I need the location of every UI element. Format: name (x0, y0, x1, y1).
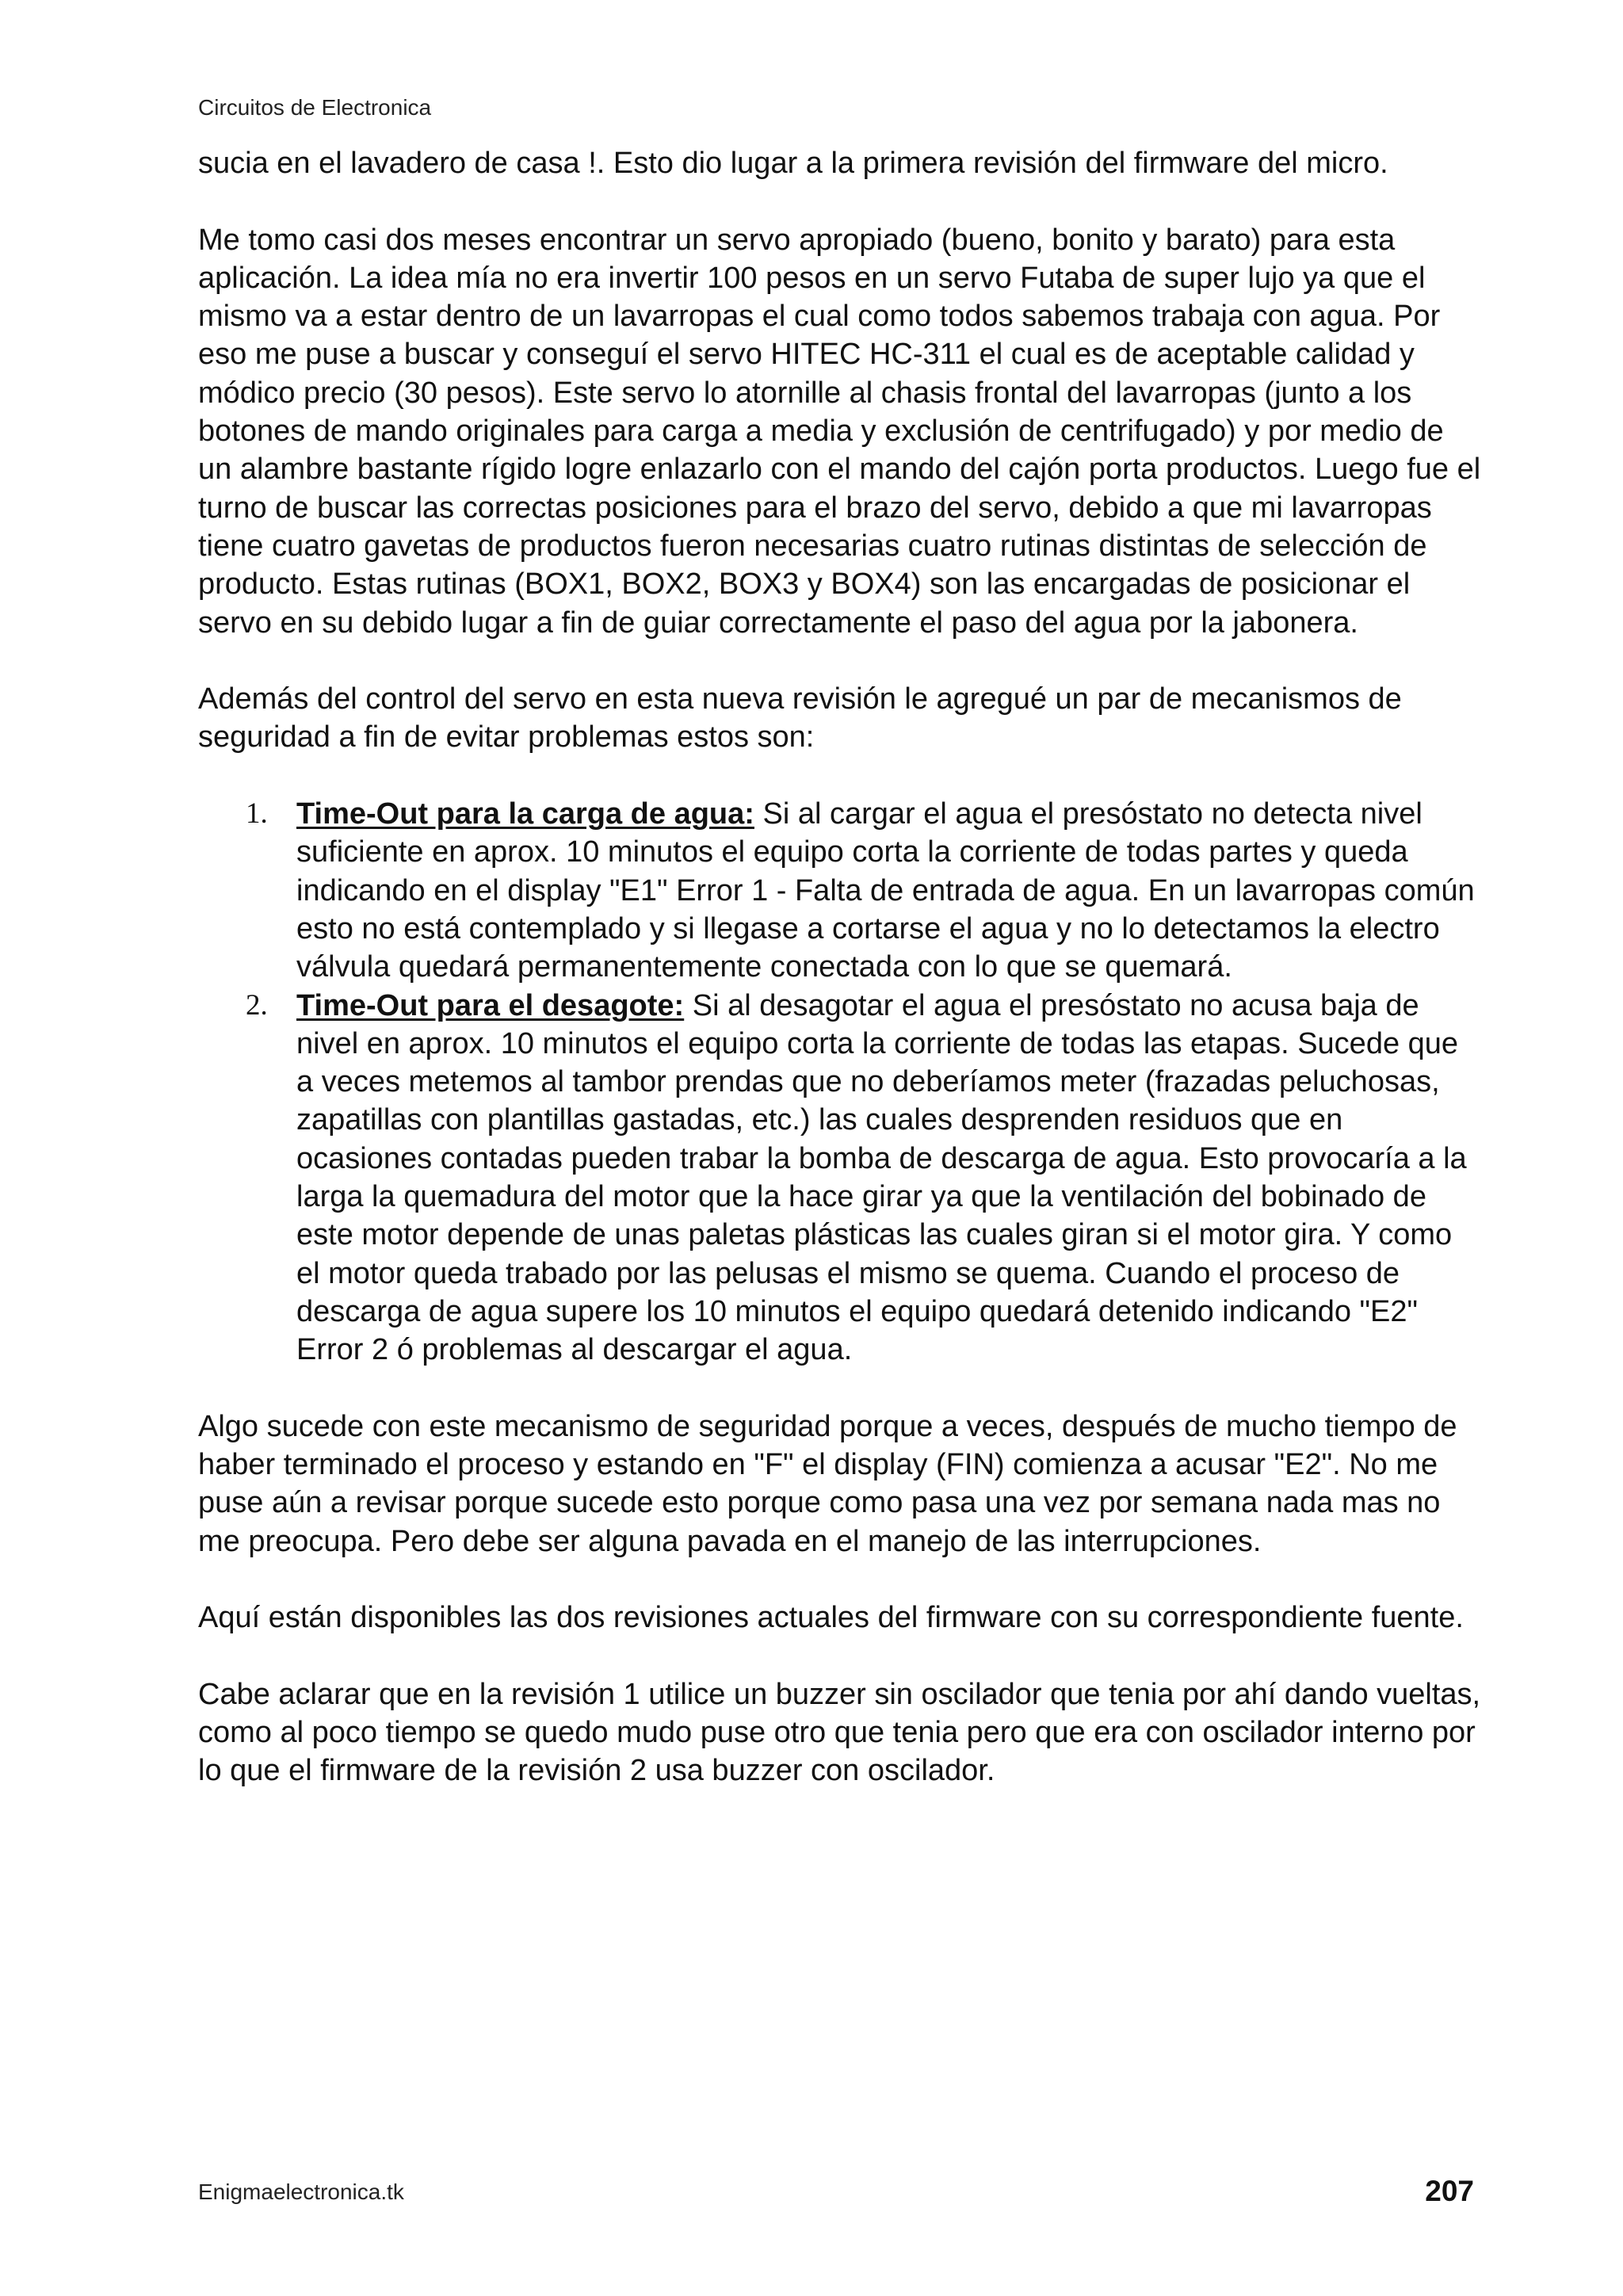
page-header-title: Circuitos de Electronica (198, 95, 432, 120)
list-item-number: 1. (246, 797, 268, 831)
footer-site: Enigmaelectronica.tk (198, 2179, 404, 2204)
list-item-number: 2. (246, 988, 268, 1022)
list-item (198, 795, 1482, 986)
paragraph-intro: sucia en el lavadero de casa !. Esto dio lugar a la primera revisión del firmware del micro. (198, 147, 1388, 180)
list-item-text: Si al desagotar el agua el presóstato no acusa baja de nivel en aprox. 10 minutos el equipo corta la corriente de todas las etapas. Sucede que a veces metemos al tambor prendas que no deberíamos meter (frazadas peluchosas, zapatillas con plantillas gastadas, etc.) las cuales desprenden residuos que en ocasiones contadas pueden trabar la bomba de descarga de agua. Esto provocaría a la larga la quemadura del motor que la hace girar ya que la ventilación del bobinado de este motor depende de unas paletas plásticas las cuales giran si el motor gira. Y como el motor queda trabado por las pelusas el mismo se quema. Cuando el proceso de descarga de agua supere los 10 minutos el equipo quedará detenido indicando "E2" Error 2 ó problemas al descargar el agua. (296, 988, 1467, 1367)
paragraph-downloads: Aquí están disponibles las dos revisiones actuales del firmware con su correspondiente fuente. (198, 1601, 1464, 1635)
paragraph-servo: Me tomo casi dos meses encontrar un servo apropiado (bueno, bonito y barato) para esta aplicación. La idea mía no era invertir 100 pesos en un servo Futaba de super lujo ya que el mismo va a estar dentro de un lavarropas el cual como todos sabemos trabaja con agua. Por eso me puse a buscar y conseguí el servo HITEC HC-311 el cual es de aceptable calidad y módico precio (30 pesos). Este servo lo atornille al chasis frontal del lavarropas (junto a los botones de mando originales para carga a media y exclusión de centrifugado) y por medio de un alambre bastante rígido logre enlazarlo con el mando del cajón porta productos. Luego fue el turno de buscar las correctas posiciones para el brazo del servo, debido a que mi lavarropas tiene cuatro gavetas de productos fueron necesarias cuatro rutinas distintas de selección de producto. Estas rutinas (BOX1, BOX2, BOX3 y BOX4) son las encargadas de posicionar el servo en su debido lugar a fin de guiar correctamente el paso del agua por la jabonera. (198, 223, 1481, 640)
list-item-text: Si al cargar el agua el presóstato no detecta nivel suficiente en aprox. 10 minutos el equipo corta la corriente de todas partes y queda indicando en el display "E1" Error 1 - Falta de entrada de agua. En un lavarropas común esto no está contemplado y si llegase a cortarse el agua y no lo detectamos la electro válvula quedará permanentemente conectada con lo que se quemará. (296, 797, 1475, 984)
page-number: 207 (1425, 2175, 1474, 2207)
paragraph-safety-intro: Además del control del servo en esta nueva revisión le agregué un par de mecanismos de seguridad a fin de evitar problemas estos son: (198, 682, 1402, 755)
paragraph-buzzer-note: Cabe aclarar que en la revisión 1 utilice un buzzer sin oscilador que tenia por ahí dando vueltas, como al poco tiempo se quedo mudo puse otro que tenia pero que era con oscilador interno por lo que el firmware de la revisión 2 usa buzzer con oscilador. (198, 1677, 1481, 1788)
list-item-title: Time-Out para la carga de agua: (296, 797, 754, 831)
paragraph-known-issue: Algo sucede con este mecanismo de seguridad porque a veces, después de mucho tiempo de haber terminado el proceso y estando en "F" el display (FIN) comienza a acusar "E2". No me puse aún a revisar porque sucede esto porque como pasa una vez por semana nada mas no me preocupa. Pero debe ser alguna pavada en el manejo de las interrupciones. (198, 1409, 1457, 1558)
document-body (198, 144, 1482, 1828)
safety-mechanisms-list (198, 795, 1482, 1369)
list-item (198, 987, 1482, 1370)
list-item-title: Time-Out para el desagote: (296, 988, 685, 1022)
